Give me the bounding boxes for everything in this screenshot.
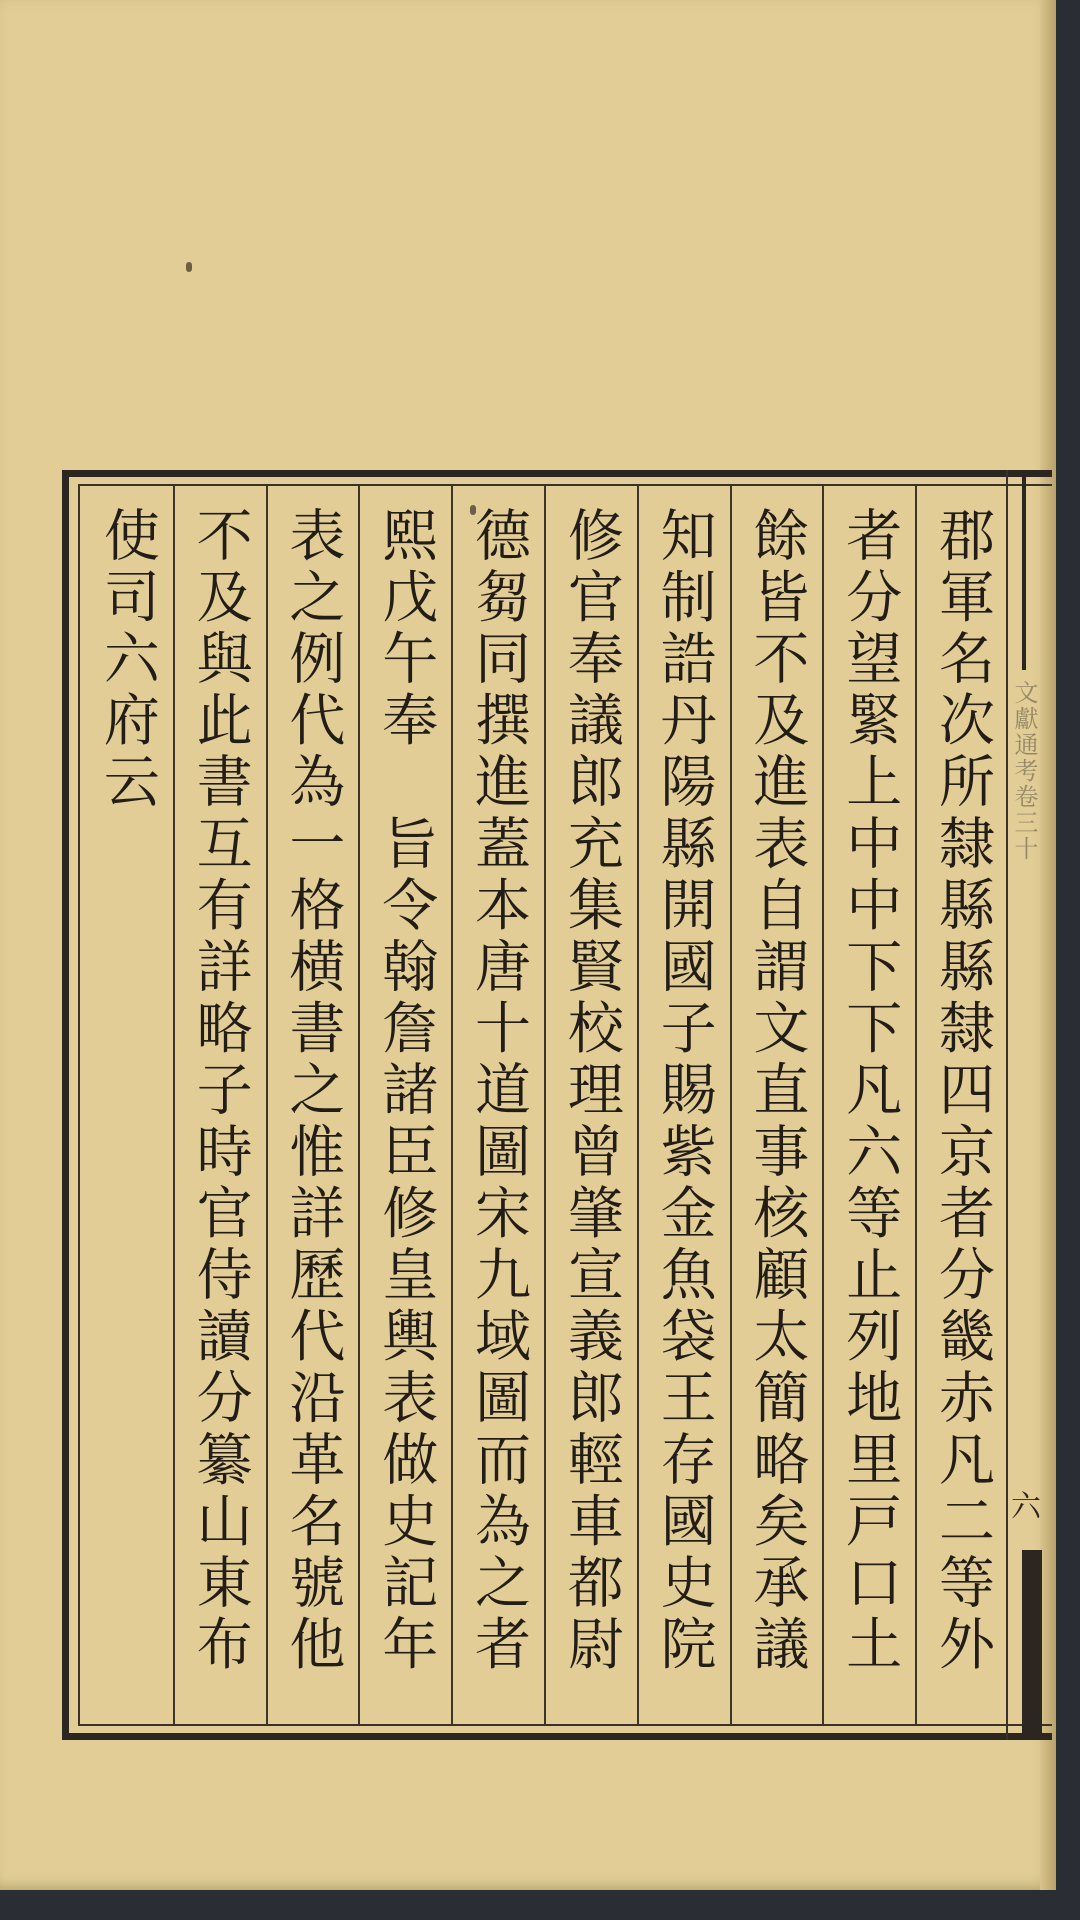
- folio-number: 六: [1005, 1490, 1040, 1520]
- ink-speck: [186, 262, 192, 272]
- text-column-10: 使司六府云: [94, 506, 160, 814]
- text-column-1: 郡軍名次所隸縣縣隸四京者分畿赤凡二等外: [915, 486, 1008, 1724]
- text-column-3: 餘皆不及進表自謂文直事核顧太簡略矣承議: [730, 486, 823, 1724]
- binding-edge-right: [1056, 0, 1080, 1920]
- text-column-6: 德芻同撰進蓋本唐十道圖宋九域圖而為之者: [451, 486, 544, 1724]
- center-fold-column: [1006, 470, 1052, 1740]
- fold-marker-line: [1022, 470, 1026, 670]
- binding-edge-bottom: [0, 1890, 1080, 1920]
- text-column-7: 熙戊午奉 旨令翰詹諸臣修皇輿表做史記年: [358, 486, 451, 1724]
- text-column-4: 知制誥丹陽縣開國子賜紫金魚袋王存國史院: [637, 486, 730, 1724]
- fold-marker-bar: [1022, 1550, 1042, 1740]
- text-columns: [80, 486, 1008, 1724]
- text-column-9: 不及與此書互有詳略子時官侍讀分纂山東布: [173, 486, 266, 1724]
- text-column-8: 表之例代為一格横書之惟詳歷代沿革名號他: [266, 486, 359, 1724]
- text-column-5: 修官奉議郎充集賢校理曾肇宣義郎輕車都尉: [544, 486, 637, 1724]
- text-column-2: 者分望緊上中中下下凡六等止列地里戸口土: [822, 486, 915, 1724]
- printed-text-block: [62, 470, 1052, 1740]
- fold-title: 文獻通考卷三十: [1010, 680, 1038, 862]
